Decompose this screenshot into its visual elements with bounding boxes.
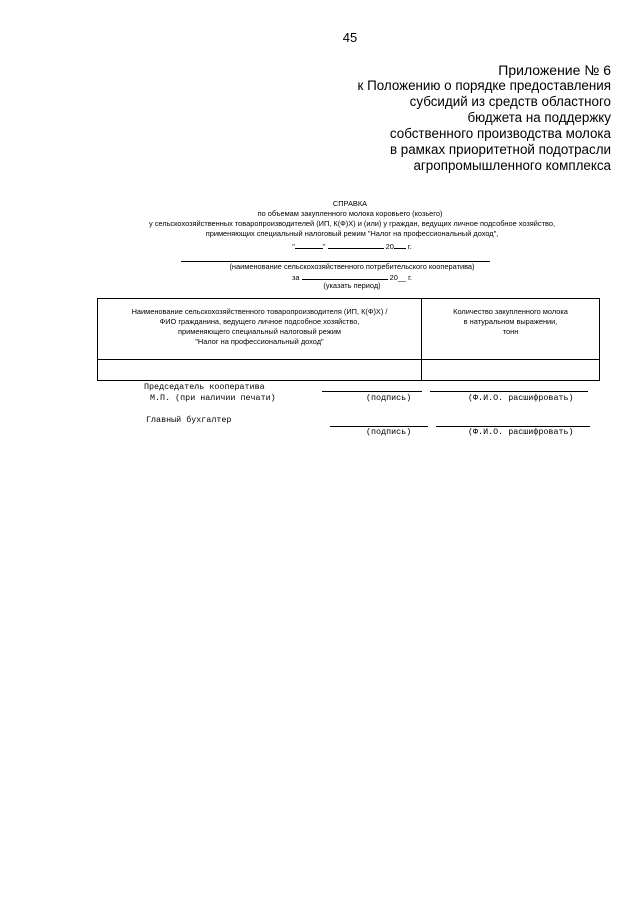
- page-number: 45: [342, 30, 358, 45]
- header-text-line: применяющего специальный налоговый режим: [178, 327, 341, 336]
- appendix-line: в рамках приоритетной подотрасли: [389, 142, 611, 157]
- date-open-quote: ": [292, 242, 295, 251]
- certificate-title: СПРАВКА: [332, 199, 368, 208]
- quantity-cell[interactable]: [422, 360, 600, 381]
- producer-cell[interactable]: [98, 360, 422, 381]
- purchase-table: [97, 298, 600, 381]
- accountant-signature-caption: (подпись): [366, 427, 412, 437]
- date-year-suffix: г.: [407, 242, 412, 251]
- period-caption: (указать период): [323, 281, 381, 290]
- cooperative-name-caption: (наименование сельскохозяйственного потребительского кооператива): [229, 262, 475, 271]
- certificate-line-1: у сельскохозяйственных товаропроизводителей (ИП, К(Ф)Х) и (или) у граждан, ведущих личное подсобное хозяйство,: [148, 219, 556, 228]
- chair-name-line[interactable]: [430, 391, 588, 392]
- period-blank: [302, 271, 388, 280]
- certificate-date-line: [0, 240, 640, 253]
- chair-title: Председатель кооператива: [144, 382, 265, 392]
- quantity-column-header: [422, 299, 600, 360]
- stamp-note: М.П. (при наличии печати): [150, 393, 276, 403]
- header-text-line: тонн: [502, 327, 519, 336]
- date-close-quote: ": [322, 242, 326, 251]
- chair-name-caption: (Ф.И.О. расшифровать): [468, 393, 574, 403]
- period-prefix: за: [292, 273, 300, 282]
- accountant-title: Главный бухгалтер: [146, 415, 232, 425]
- date-year-prefix: 20: [385, 242, 394, 251]
- certificate-line-2: применяющих специальный налоговый режим "Налог на профессиональный доход",: [205, 229, 499, 238]
- chair-signature-line[interactable]: [322, 391, 422, 392]
- table-row: [98, 360, 600, 381]
- appendix-line: к Положению о порядке предоставления: [357, 78, 611, 93]
- period-year-prefix: 20__: [389, 273, 407, 282]
- chair-signature-caption: (подпись): [366, 393, 412, 403]
- header-text-line: ФИО гражданина, ведущего личное подсобное хозяйство,: [159, 317, 360, 326]
- producer-column-header: [98, 299, 422, 360]
- date-day-blank: [295, 240, 323, 249]
- period-year-suffix: г.: [408, 273, 412, 282]
- appendix-header: [358, 62, 612, 174]
- appendix-title: Приложение № 6: [498, 62, 611, 78]
- appendix-line: агропромышленного комплекса: [413, 158, 611, 173]
- header-text-line: Наименование сельскохозяйственного товаропроизводителя (ИП, К(Ф)Х) /: [131, 307, 388, 316]
- appendix-line: субсидий из средств областного: [409, 94, 611, 109]
- table-header-row: [98, 299, 600, 360]
- date-year-blank: [394, 240, 406, 249]
- header-text-line: в натуральном выражении,: [463, 317, 558, 326]
- appendix-line: бюджета на поддержку: [467, 110, 611, 125]
- accountant-name-caption: (Ф.И.О. расшифровать): [468, 427, 574, 437]
- header-text-line: Количество закупленного молока: [453, 307, 568, 316]
- appendix-line: собственного производства молока: [389, 126, 611, 141]
- date-month-blank: [328, 240, 384, 249]
- certificate-subtitle: по объемам закупленного молока коровьего (козьего): [257, 209, 443, 218]
- header-text-line: "Налог на профессиональный доход": [195, 337, 324, 346]
